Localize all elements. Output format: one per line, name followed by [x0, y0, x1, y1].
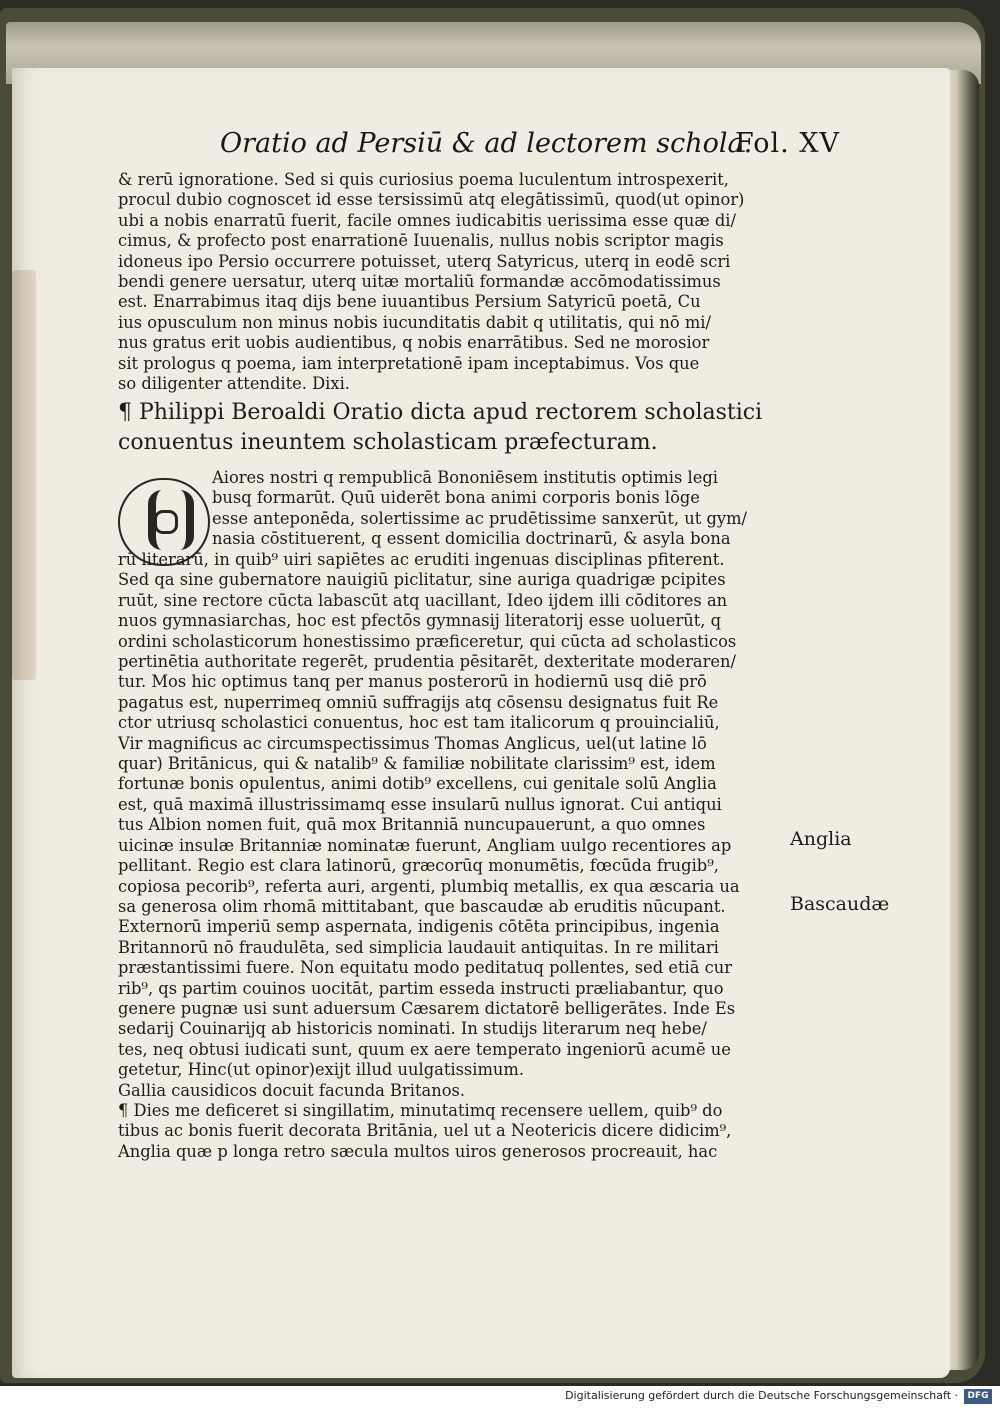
text-line: pagatus est, nuperrimeq omniū suffragijs atq cōsensu designatus fuit Re [118, 692, 719, 712]
text-line: Sed qa sine gubernatore nauigiū piclitatur, sine auriga quadrigæ pcipites [118, 570, 726, 590]
text-line: uicinæ insulæ Britanniæ nominatæ fuerunt, Angliam uulgo recentiores ap [118, 835, 732, 855]
oration-heading [118, 398, 798, 458]
marginal-note-bascaudae: Bascaudæ [790, 893, 890, 915]
text-block-2-indented [212, 468, 790, 550]
text-line: fortunæ bonis opulentus, animi dotib⁹ excellens, cui genitale solū Anglia [118, 774, 717, 794]
text-line: est. Enarrabimus itaq dijs bene iuuantibus Persium Satyricū poetā, Cu [118, 292, 701, 312]
text-line: ordini scholasticorum honestissimo præficeretur, qui cūcta ad scholasticos [118, 631, 737, 651]
folio-number: Fol. XV [734, 128, 840, 159]
text-line: tibus ac bonis fuerit decorata Britānia, uel ut a Neotericis dicere didicim⁹, [118, 1121, 732, 1141]
text-line: ctor utriusq scholastici conuentus, hoc est tam italicorum q prouincialiū, [118, 713, 720, 733]
text-line: ¶ Philippi Beroaldi Oratio dicta apud rectorem scholastici [118, 400, 763, 425]
text-line: ¶ Dies me deficeret si singillatim, minutatimq recensere uellem, quib⁹ do [118, 1100, 723, 1120]
text-line: copiosa pecorib⁹, referta auri, argenti, plumbiq metallis, ex qua æscaria ua [118, 876, 740, 896]
text-line: Externorū imperiū semp aspernata, indigenis cōtēta principibus, ingenia [118, 917, 720, 937]
text-line: nus gratus erit uobis audientibus, q nobis enarrātibus. Sed ne morosior [118, 333, 710, 353]
text-line: tes, neq obtusi iudicati sunt, quum ex aere temperato ingeniorū acumē ue [118, 1039, 731, 1059]
text-line: tus Albion nomen fuit, quā mox Britanniā nuncupauerunt, a quo omnes [118, 815, 706, 835]
text-line: pellitant. Regio est clara latinorū, græcorūq monumētis, fœcūda frugib⁹, [118, 856, 719, 876]
text-line: nasia cōstituerent, q essent domicilia doctrinarū, & asyla bona [212, 529, 731, 549]
text-line: sa generosa olim rhomā mittitabant, que bascaudæ ab eruditis nūcupant. [118, 896, 726, 916]
text-line: ruūt, sine rectore cūcta labascūt atq uacillant, Ideo ijdem illi cōditores an [118, 590, 728, 610]
text-line: rū literarū, in quib⁹ uiri sapiētes ac eruditi ingenuas disciplinas pfiterent. [118, 550, 725, 569]
running-title: Oratio ad Persiū & ad lectorem schola. [220, 128, 753, 159]
running-head [220, 128, 840, 168]
text-line: quar) Britānicus, qui & natalib⁹ & familiæ nobilitate clarissim⁹ est, idem [118, 754, 716, 774]
text-line: ius opusculum non minus nobis iucunditatis dabit q utilitatis, qui nō mi/ [118, 312, 712, 332]
text-line: so diligenter attendite. Dixi. [118, 374, 350, 394]
text-line: & rerū ignoratione. Sed si quis curiosius poema luculentum introspexerit, [118, 170, 729, 189]
text-line: est, quā maximā illustrissimamq esse insularū nullus ignorat. Cui antiqui [118, 794, 722, 814]
footer-text: Digitalisierung gefördert durch die Deutsche Forschungsgemeinschaft · [565, 1389, 958, 1402]
text-line: cimus, & profecto post enarrationē Iuuenalis, nullus nobis scriptor magis [118, 231, 724, 251]
text-line: ubi a nobis enarratū fuerit, facile omnes iudicabitis uerissima esse quæ di/ [118, 210, 736, 230]
binding-strip [12, 270, 36, 680]
text-line: procul dubio cognoscet id esse tersissimū atq elegātissimū, quod(ut opinor) [118, 190, 745, 210]
text-line: Gallia causidicos docuit facunda Britanos. [118, 1080, 466, 1100]
text-block-2 [118, 550, 788, 1162]
text-line: genere pugnæ usi sunt aduersum Cæsarem dictatorē belligerātes. Inde Es [118, 998, 736, 1018]
text-line: Vir magnificus ac circumspectissimus Thomas Anglicus, uel(ut latine lō [118, 733, 707, 753]
text-line: Aiores nostri q rempublicā Bononiēsem institutis optimis legi [212, 468, 718, 487]
text-line: tur. Mos hic optimus tanq per manus posterorū in hodiernū usq diē prō [118, 672, 707, 692]
text-line: pertinētia authoritate regerēt, prudentia pēsitarēt, dexteritate moderaren/ [118, 652, 736, 672]
text-line: rib⁹, qs partim couinos uocitāt, partim esseda instructi præliabantur, quo [118, 978, 724, 998]
text-line: sedarij Couinarijq ab historicis nominati. In studijs literarum neq hebe/ [118, 1019, 707, 1039]
text-line: busq formarūt. Quū uiderēt bona animi corporis bonis lōge [212, 488, 700, 508]
text-line: sit prologus q poema, iam interpretationē ipam inceptabimus. Vos que [118, 353, 700, 373]
footer-bar [0, 1386, 1000, 1408]
text-line: Anglia quæ p longa retro sæcula multos uiros generosos procreauit, hac [118, 1141, 718, 1161]
text-line: bendi genere uersatur, uterq uitæ mortaliū formandæ accōmodatissimus [118, 272, 721, 292]
text-line: præstantissimi fuere. Non equitatu modo peditatuq pollentes, sed etiā cur [118, 958, 733, 978]
text-line: idoneus ipo Persio occurrere potuisset, uterq Satyricus, uterq in eodē scri [118, 251, 731, 271]
text-line: Britannorū nō fraudulēta, sed simplicia laudauit antiquitas. In re militari [118, 937, 719, 957]
text-line: esse anteponēda, solertissime ac prudētissime sanxerūt, ut gym/ [212, 508, 747, 528]
text-line: conuentus ineuntem scholasticam præfecturam. [118, 430, 658, 455]
marginal-note-anglia: Anglia [790, 828, 852, 850]
text-line: getetur, Hinc(ut opinor)exijt illud uulgatissimum. [118, 1060, 525, 1080]
text-block-1 [118, 170, 788, 394]
dfg-logo: DFG [964, 1389, 992, 1404]
text-line: nuos gymnasiarchas, hoc est pfectōs gymnasij literatorij esse uoluerūt, q [118, 611, 722, 631]
